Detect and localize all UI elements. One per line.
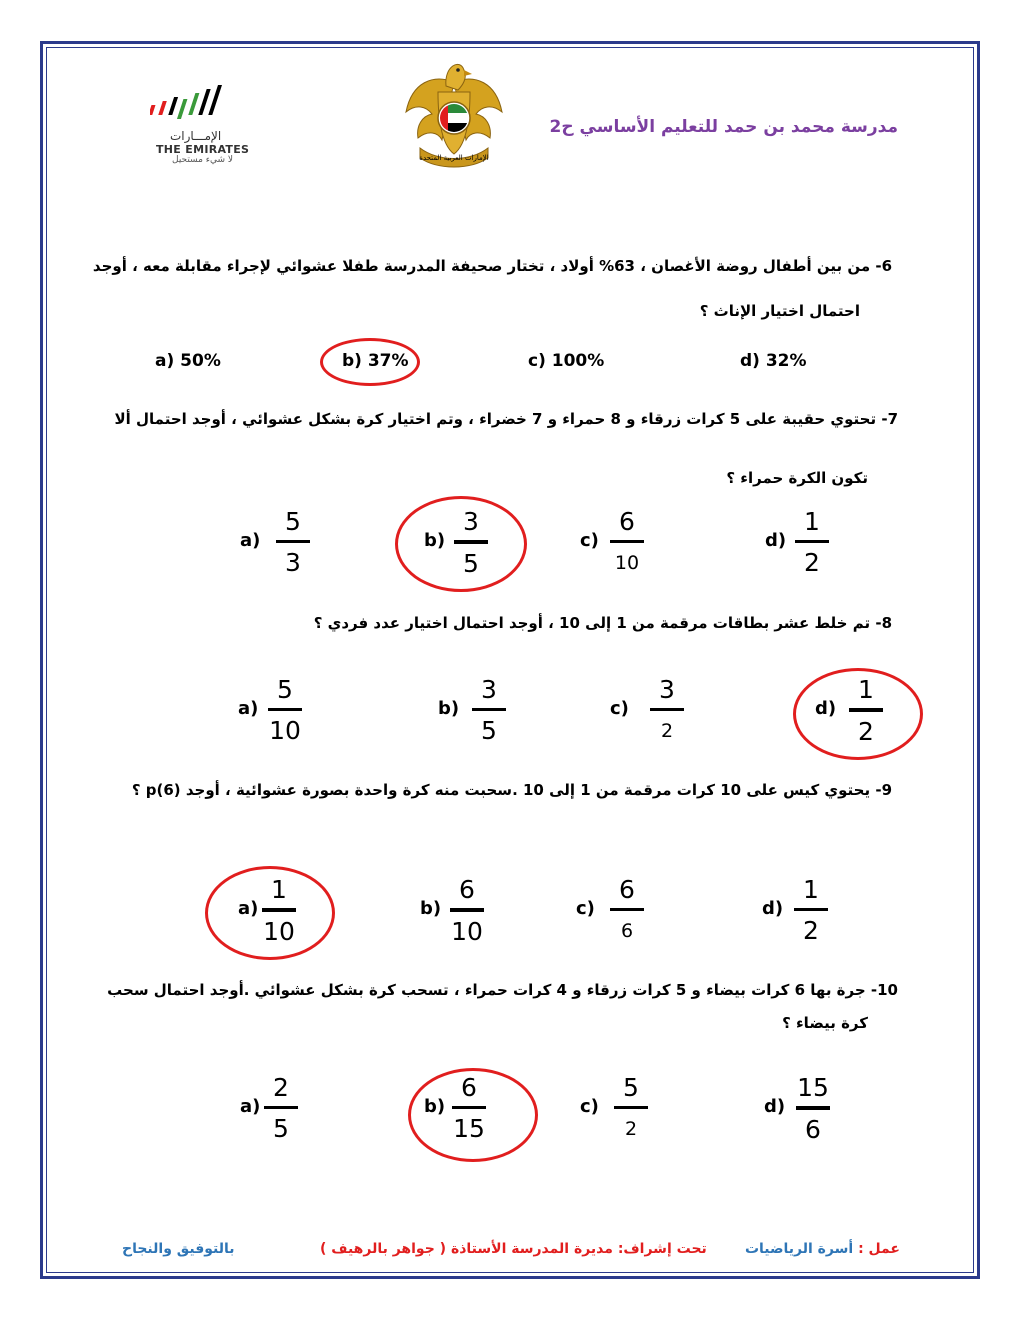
q9-option-c[interactable] bbox=[576, 874, 656, 954]
q6-option-c[interactable]: c) 100% bbox=[528, 351, 605, 371]
numerator: 5 bbox=[285, 507, 301, 536]
q7-option-a-label: a) bbox=[240, 530, 261, 551]
numerator: 1 bbox=[803, 875, 819, 904]
q6-answer-circle bbox=[320, 338, 420, 386]
denominator: 10 bbox=[269, 716, 301, 745]
denominator: 6 bbox=[620, 920, 634, 942]
q10-option-c[interactable] bbox=[580, 1072, 660, 1152]
q8-option-b[interactable] bbox=[438, 674, 518, 754]
q9-option-b[interactable] bbox=[420, 874, 500, 954]
q6-option-a[interactable]: a) 50% bbox=[155, 351, 221, 371]
emirates-logo-arabic: الإمـــارات bbox=[170, 129, 222, 143]
q9-option-c-label: c) bbox=[576, 898, 595, 919]
q7-option-d-fraction bbox=[787, 506, 837, 579]
question-6-line-2: احتمال اختيار الإناث ؟ bbox=[699, 302, 860, 320]
question-10-line-1: 10- جرة بها 6 كرات بيضاء و 5 كرات زرقاء و 4 كرات حمراء ، تسحب كرة بشكل عشوائي .أوجد احتمال سحب bbox=[107, 981, 898, 999]
fraction-bar bbox=[650, 708, 684, 711]
numerator: 3 bbox=[659, 675, 675, 704]
denominator: 5 bbox=[273, 1114, 289, 1143]
q7-option-c[interactable] bbox=[580, 506, 660, 586]
fraction-bar bbox=[450, 908, 484, 912]
numerator: 15 bbox=[797, 1073, 829, 1102]
question-9-line-1: 9- يحتوي كيس على 10 كرات مرقمة من 1 إلى 10 .سحبت منه كرة واحدة بصورة عشوائية ، أوجد p(6) ؟ bbox=[131, 781, 892, 799]
denominator: 2 bbox=[804, 548, 820, 577]
fraction-bar bbox=[610, 540, 644, 543]
denominator: 6 bbox=[805, 1115, 821, 1144]
q10-answer-circle bbox=[408, 1068, 538, 1162]
fraction-bar bbox=[276, 540, 310, 543]
q10-option-d-fraction bbox=[788, 1072, 838, 1146]
denominator: 10 bbox=[614, 552, 640, 574]
the-emirates-logo bbox=[150, 85, 250, 165]
q7-option-d[interactable] bbox=[765, 506, 845, 586]
q8-option-b-label: b) bbox=[438, 698, 460, 719]
fraction-bar bbox=[794, 908, 828, 911]
question-7-line-2: تكون الكرة حمراء ؟ bbox=[726, 469, 868, 487]
q7-answer-circle bbox=[395, 496, 527, 592]
denominator: 5 bbox=[463, 549, 479, 578]
q8-option-a-fraction bbox=[260, 674, 310, 747]
numerator: 6 bbox=[619, 507, 635, 536]
q9-option-d-fraction bbox=[786, 874, 836, 947]
fraction-bar bbox=[472, 708, 506, 711]
numerator: 3 bbox=[463, 507, 479, 536]
fraction-bar bbox=[264, 1106, 298, 1109]
denominator: 3 bbox=[285, 548, 301, 577]
emblem-caption: الإمارات العربية المتحدة bbox=[419, 154, 489, 162]
q8-option-d-label: d) bbox=[815, 698, 837, 719]
numerator: 6 bbox=[459, 875, 475, 904]
numerator: 1 bbox=[858, 675, 874, 704]
footer-prepared-by bbox=[745, 1241, 900, 1257]
q8-option-a-label: a) bbox=[238, 698, 259, 719]
q8-option-a[interactable] bbox=[238, 674, 318, 754]
denominator: 2 bbox=[660, 720, 674, 742]
fraction-bar bbox=[796, 1106, 830, 1110]
q8-option-b-fraction bbox=[464, 674, 514, 747]
denominator: 10 bbox=[263, 917, 295, 946]
footer-prepared-by-label: عمل : bbox=[853, 1241, 900, 1257]
q8-option-c-label: c) bbox=[610, 698, 629, 719]
numerator: 2 bbox=[273, 1073, 289, 1102]
falcon-emblem-icon bbox=[398, 52, 510, 170]
q10-option-a-label: a) bbox=[240, 1096, 261, 1117]
q8-answer-circle bbox=[793, 668, 923, 760]
denominator: 5 bbox=[481, 716, 497, 745]
q7-option-a[interactable] bbox=[240, 506, 320, 586]
q9-option-d[interactable] bbox=[762, 874, 842, 954]
emirates-logo-english: THE EMIRATES bbox=[156, 143, 250, 156]
denominator: 10 bbox=[451, 917, 483, 946]
q9-option-c-fraction bbox=[602, 874, 652, 947]
q6-option-b[interactable]: b) 37% bbox=[342, 351, 409, 371]
denominator: 2 bbox=[624, 1118, 638, 1140]
fraction-bar bbox=[610, 908, 644, 911]
q10-option-a[interactable] bbox=[240, 1072, 320, 1152]
school-name: مدرسة محمد بن حمد للتعليم الأساسي ح2 bbox=[549, 117, 898, 137]
numerator: 5 bbox=[623, 1073, 639, 1102]
q10-option-d[interactable] bbox=[764, 1072, 844, 1152]
fraction-bar bbox=[795, 540, 829, 543]
numerator: 5 bbox=[277, 675, 293, 704]
q10-option-c-fraction bbox=[606, 1072, 656, 1145]
uae-emblem bbox=[398, 52, 510, 170]
fraction-bar bbox=[268, 708, 302, 711]
q10-option-c-label: c) bbox=[580, 1096, 599, 1117]
emirates-logo-icon bbox=[150, 85, 250, 131]
question-8-line-1: 8- تم خلط عشر بطاقات مرقمة من 1 إلى 10 ، أوجد احتمال اختيار عدد فردي ؟ bbox=[313, 614, 892, 632]
numerator: 1 bbox=[271, 875, 287, 904]
q9-answer-circle bbox=[205, 866, 335, 960]
q10-option-d-label: d) bbox=[764, 1096, 786, 1117]
q6-option-d[interactable]: d) 32% bbox=[740, 351, 807, 371]
q10-option-a-fraction bbox=[256, 1072, 306, 1145]
q7-option-c-label: c) bbox=[580, 530, 599, 551]
emirates-logo-tagline: لا شيء مستحيل bbox=[172, 155, 234, 165]
q7-option-b-label: b) bbox=[424, 530, 446, 551]
q9-option-b-label: b) bbox=[420, 898, 442, 919]
numerator: 6 bbox=[619, 875, 635, 904]
numerator: 6 bbox=[461, 1073, 477, 1102]
q10-option-b-label: b) bbox=[424, 1096, 446, 1117]
footer-supervision: تحت إشراف: مديرة المدرسة الأستاذة ( جواهر بالرهيف ) bbox=[320, 1241, 707, 1257]
question-7-line-1: 7- تحتوي حقيبة على 5 كرات زرقاء و 8 حمراء و 7 خضراء ، وتم اختيار كرة بشكل عشوائي ، أوجد احتمال ألا bbox=[114, 410, 898, 428]
q7-option-c-fraction bbox=[602, 506, 652, 579]
q8-option-c-fraction bbox=[642, 674, 692, 747]
question-6-line-1: 6- من بين أطفال روضة الأغصان ، 63% أولاد ، تختار صحيفة المدرسة طفلا عشوائي لإجراء مقابلة معه ، أوجد bbox=[92, 257, 892, 275]
numerator: 3 bbox=[481, 675, 497, 704]
fraction-bar bbox=[614, 1106, 648, 1109]
footer-good-luck: بالتوفيق والنجاح bbox=[122, 1241, 235, 1257]
q8-option-c[interactable] bbox=[610, 674, 690, 754]
q9-option-a-label: a) bbox=[238, 898, 259, 919]
q9-option-d-label: d) bbox=[762, 898, 784, 919]
question-10-line-2: كرة بيضاء ؟ bbox=[782, 1014, 868, 1032]
numerator: 1 bbox=[804, 507, 820, 536]
denominator: 2 bbox=[858, 717, 874, 746]
q9-option-b-fraction bbox=[442, 874, 492, 948]
denominator: 2 bbox=[803, 916, 819, 945]
footer-prepared-by-value: أسرة الرياضيات bbox=[744, 1241, 854, 1257]
denominator: 15 bbox=[453, 1114, 485, 1143]
q7-option-a-fraction bbox=[268, 506, 318, 579]
q7-option-d-label: d) bbox=[765, 530, 787, 551]
